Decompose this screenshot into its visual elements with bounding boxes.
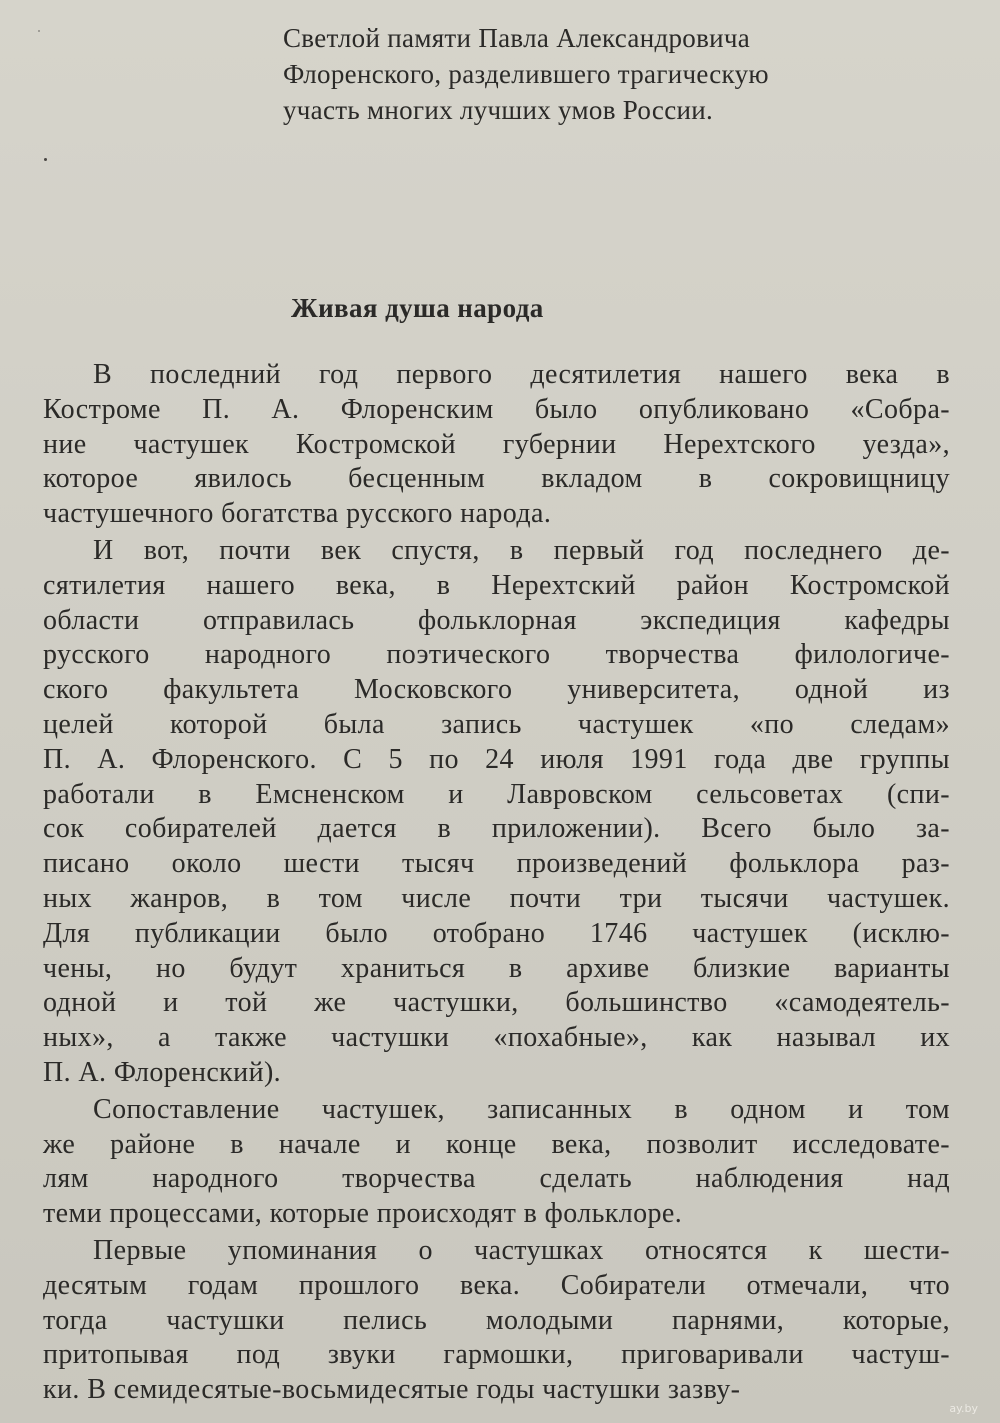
text-line: ние частушек Костромской губернии Нерехтского уезда», <box>43 429 950 460</box>
text-line: ных», а также частушки «похабные», как называл их <box>43 1022 950 1053</box>
print-speck <box>44 158 47 161</box>
epigraph-line: участь многих лучших умов России. <box>283 95 714 125</box>
text-line: десятым годам прошлого века. Собиратели отмечали, что <box>43 1270 950 1301</box>
text-line: притопывая под звуки гармошки, приговаривали частуш- <box>43 1339 950 1370</box>
text-line: целей которой была запись частушек «по следам» <box>43 709 950 740</box>
epigraph-line: Светлой памяти Павла Александровича <box>283 23 751 53</box>
chapter-title: Живая душа народа <box>291 293 544 323</box>
text-line: чены, но будут храниться в архиве близкие варианты <box>43 953 950 984</box>
text-line: тогда частушки пелись молодыми парнями, которые, <box>43 1305 950 1336</box>
text-line: русского народного поэтического творчества филологиче- <box>43 639 950 670</box>
watermark: ay.by <box>949 1402 978 1415</box>
text-line: области отправилась фольклорная экспедиция кафедры <box>43 605 950 636</box>
text-line: Для публикации было отобрано 1746 частушек (исклю- <box>43 918 950 949</box>
text-line: Костроме П. А. Флоренским было опубликовано «Собра- <box>43 394 950 425</box>
text-line: ки. В семидесятые-восьмидесятые годы частушки зазву- <box>43 1374 741 1405</box>
text-line: которое явилось бесценным вкладом в сокровищницу <box>43 463 950 494</box>
text-line: ных жанров, в том числе почти три тысячи частушек. <box>43 883 950 914</box>
text-line: одной и той же частушки, большинство «самодеятель- <box>43 987 950 1018</box>
text-line: работали в Емсненском и Лавровском сельсоветах (спи- <box>43 779 950 810</box>
print-speck <box>38 30 40 32</box>
epigraph-line: Флоренского, разделившего трагическую <box>283 59 769 89</box>
text-line: сятилетия нашего века, в Нерехтский район Костромской <box>43 570 950 601</box>
text-line: П. А. Флоренский). <box>43 1057 282 1088</box>
text-line: же районе в начале и конце века, позволит исследовате- <box>43 1129 950 1160</box>
text-line: лям народного творчества сделать наблюдения над <box>43 1163 950 1194</box>
text-line: И вот, почти век спустя, в первый год последнего де- <box>93 535 950 566</box>
text-line: сок собирателей дается в приложении). Всего было за- <box>43 813 950 844</box>
text-line: частушечного богатства русского народа. <box>43 498 552 529</box>
text-line: Сопоставление частушек, записанных в одном и том <box>93 1094 950 1125</box>
text-line: теми процессами, которые происходят в фольклоре. <box>43 1198 683 1229</box>
text-line: Первые упоминания о частушках относятся к шести- <box>93 1235 950 1266</box>
epigraph <box>283 20 963 128</box>
text-line: В последний год первого десятилетия нашего века в <box>93 359 950 390</box>
text-line: писано около шести тысяч произведений фольклора раз- <box>43 848 950 879</box>
text-line: П. А. Флоренского. С 5 по 24 июля 1991 года две группы <box>43 744 950 775</box>
text-line: ского факультета Московского университета, одной из <box>43 674 950 705</box>
